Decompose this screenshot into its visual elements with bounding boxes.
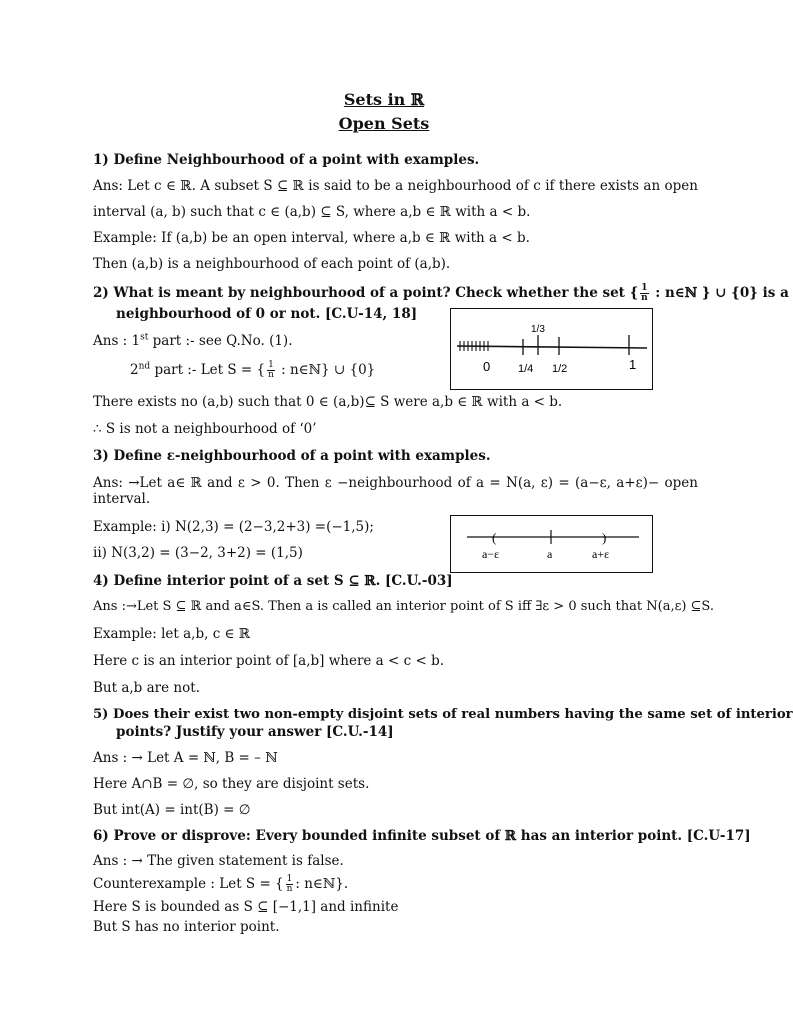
question-2-part-a: 2) What is meant by neighbourhood of a point? Check whether the set { (93, 285, 639, 301)
label-one: 1 (629, 357, 637, 372)
epsilon-neighbourhood-figure (450, 515, 653, 573)
label-a: a (547, 547, 553, 561)
label-one-third: 1/3 (531, 324, 545, 335)
q1-example: Example: If (a,b) be an open interval, where a,b ∈ ℝ with a < b. (93, 230, 530, 246)
q5-answer: Ans : → Let A = ℕ, B = – ℕ (93, 750, 278, 766)
label-one-half: 1/2 (552, 363, 568, 375)
page-subtitle: Open Sets (338, 114, 430, 133)
q4-example: Example: let a,b, c ∈ ℝ (93, 626, 251, 642)
question-3: 3) Define ε-neighbourhood of a point with examples. (93, 448, 491, 464)
q2-answer-part1: Ans : 1st part :- see Q.No. (1). (93, 332, 293, 349)
q3-answer-line1: Ans: →Let a∈ ℝ and ε > 0. Then ε −neighbourhood of a = N(a, ε) = (a−ε, a+ε)− open (93, 475, 698, 491)
q1-then: Then (a,b) is a neighbourhood of each point of (a,b). (93, 256, 451, 272)
question-2 (93, 284, 789, 303)
question-6: 6) Prove or disprove: Every bounded infinite subset of ℝ has an interior point. [C.U-17] (93, 828, 751, 844)
q3-example-1: Example: i) N(2,3) = (2−3,2+3) =(−1,5); (93, 519, 374, 535)
question-4: 4) Define interior point of a set S ⊆ ℝ. [C.U.-03] (93, 573, 453, 589)
label-a-plus-epsilon: a+ε (592, 547, 610, 561)
q2-answer-part2: 2nd part :- Let S = { $\frac{1}{n}$ : n∈ℕ} ∪ {0} (130, 360, 376, 380)
q4-answer: Ans :→Let S ⊆ ℝ and a∈S. Then a is called an interior point of S iff ∃ε > 0 such that N(a,ε) ⊆S. (93, 599, 714, 614)
q2-therefore: ∴ S is not a neighbourhood of ‘0’ (93, 421, 317, 437)
svg-text:(: ( (492, 530, 497, 545)
q4-but: But a,b are not. (93, 680, 200, 696)
q6-here: Here S is bounded as S ⊆ [−1,1] and infinite (93, 899, 399, 915)
label-one-quarter: 1/4 (518, 363, 534, 375)
svg-text:): ) (602, 530, 607, 545)
label-a-minus-epsilon: a−ε (482, 547, 500, 561)
question-2-line2: neighbourhood of 0 or not. [C.U-14, 18] (116, 306, 418, 322)
q6-but: But S has no interior point. (93, 919, 280, 935)
q4-here: Here c is an interior point of [a,b] where a < c < b. (93, 653, 445, 669)
fraction-1-over-n: $\frac{1}{n}$ (641, 283, 648, 303)
q1-answer-line1: Ans: Let c ∈ ℝ. A subset S ⊆ ℝ is said to be a neighbourhood of c if there exists an open (93, 178, 698, 194)
page-title: Sets in ℝ (343, 90, 425, 109)
number-line-sketch (451, 309, 652, 389)
q3-example-2: ii) N(3,2) = (3−2, 3+2) = (1,5) (93, 545, 303, 561)
question-1: 1) Define Neighbourhood of a point with examples. (93, 152, 480, 168)
q5-here: Here A∩B = ∅, so they are disjoint sets. (93, 776, 370, 792)
epsilon-interval-sketch (451, 516, 652, 572)
question-5-line2: points? Justify your answer [C.U.-14] (116, 724, 394, 740)
q5-but: But int(A) = int(B) = ∅ (93, 802, 251, 818)
question-5-line1: 5) Does their exist two non-empty disjoint sets of real numbers having the same set of interior (93, 707, 793, 722)
number-line-figure-1 (450, 308, 653, 390)
q6-counterexample: Counterexample : Let S = { $\frac{1}{n}$ : n∈ℕ}. (93, 874, 349, 894)
q3-answer-line2: interval. (93, 491, 151, 507)
q6-answer: Ans : → The given statement is false. (93, 853, 344, 869)
question-2-part-b: : n∈ℕ } ∪ {0} is a (650, 285, 789, 301)
label-zero: 0 (483, 359, 491, 374)
q1-answer-line2: interval (a, b) such that c ∈ (a,b) ⊆ S, where a,b ∈ ℝ with a < b. (93, 204, 531, 220)
q2-exists: There exists no (a,b) such that 0 ∈ (a,b)⊆ S were a,b ∈ ℝ with a < b. (93, 394, 563, 410)
